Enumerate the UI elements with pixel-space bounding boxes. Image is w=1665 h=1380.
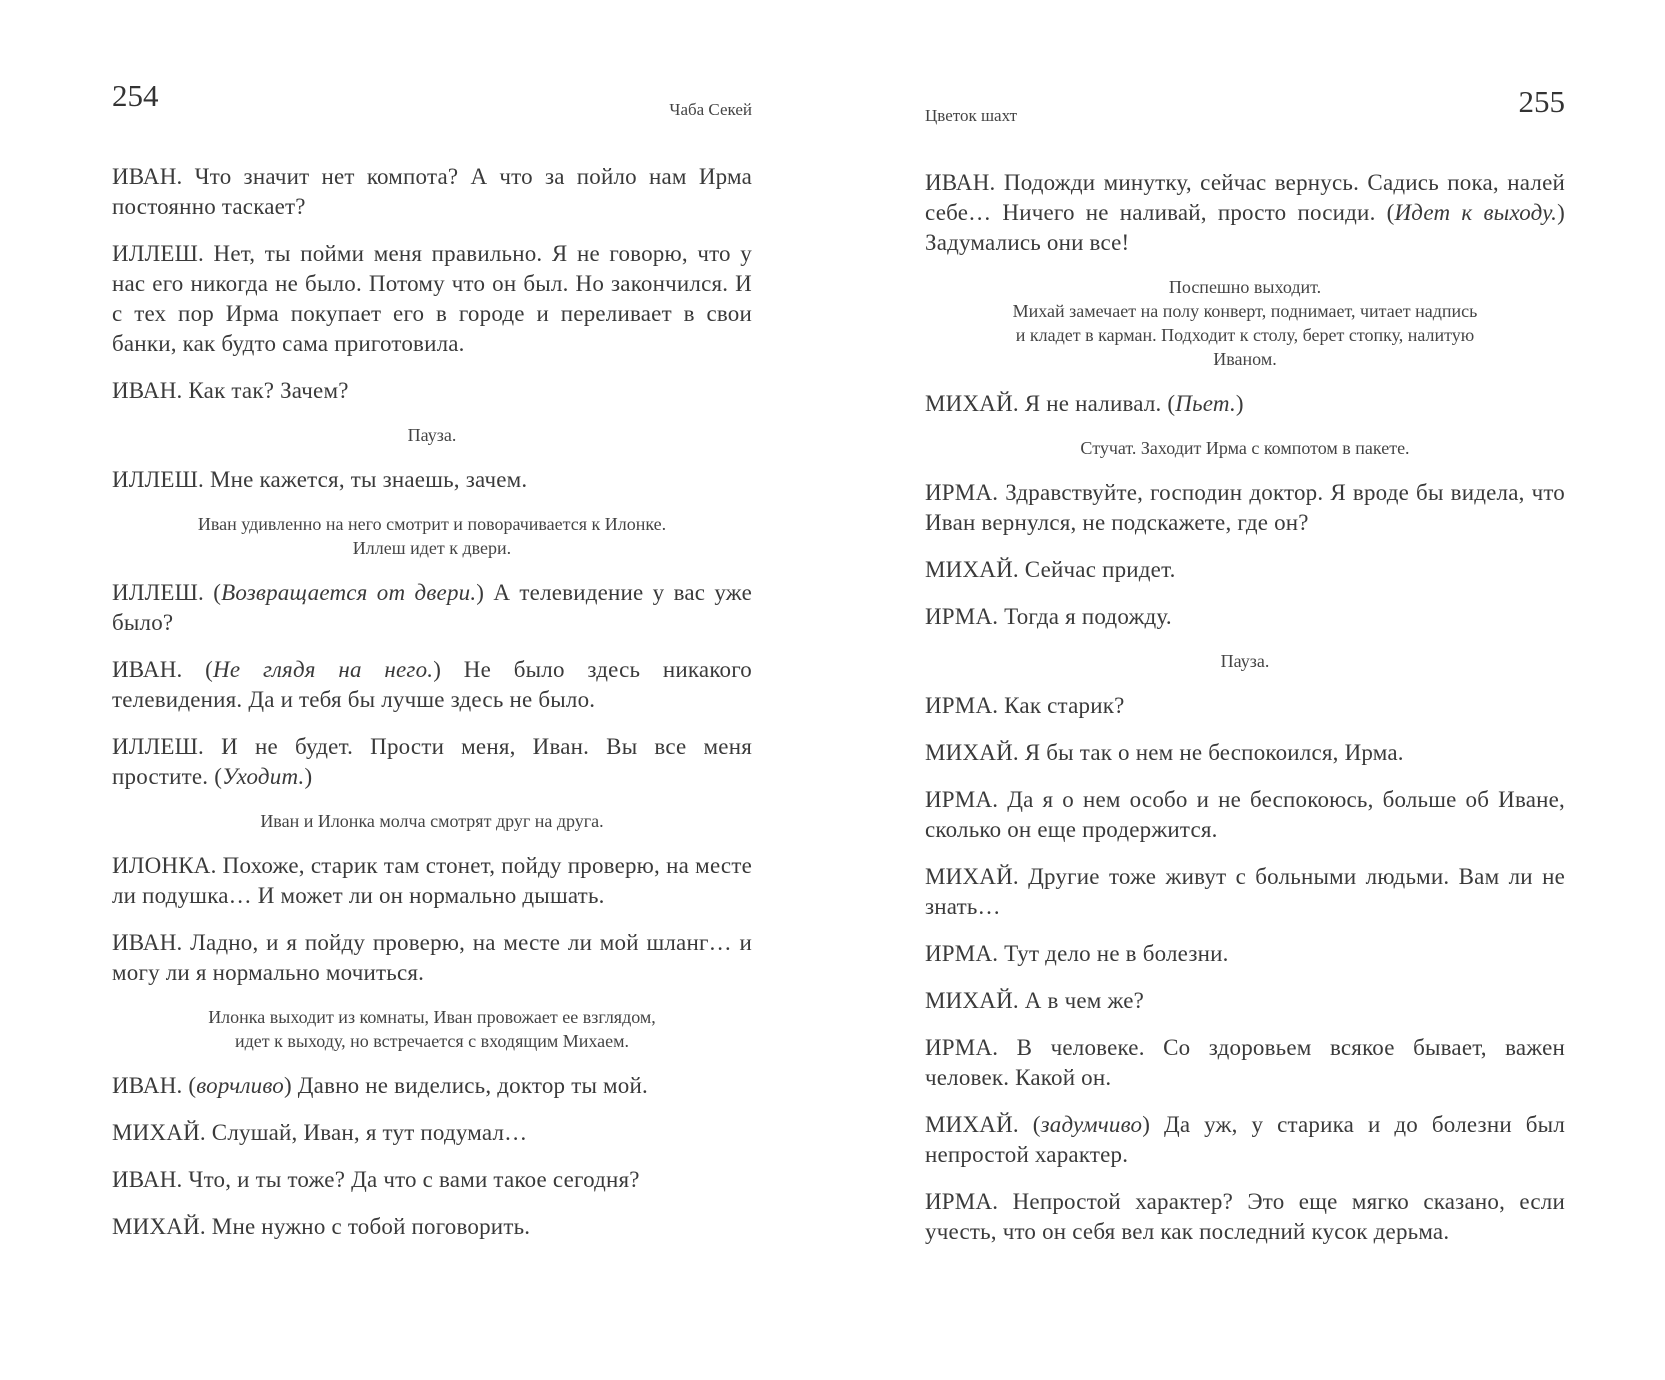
right-page-text [925, 168, 1565, 1247]
speech-text: ) А телевидение у вас уже было? [112, 580, 753, 635]
speech-text: Похоже, старик там стонет, пойду проверю, на месте ли подушка… И может ли он нормально дышать. [112, 853, 752, 908]
stage-direction-line: Пауза. [1220, 651, 1270, 671]
speech-line [112, 655, 752, 715]
speech-line [112, 162, 752, 222]
speech-text: ) Задумались они все! [925, 200, 1565, 255]
speech-text: Мне кажется, ты знаешь, зачем. [204, 467, 528, 492]
speaker-name: ИВАН. [925, 170, 996, 195]
speaker-name: ИВАН. [112, 164, 183, 189]
speaker-name: ИРМА. [925, 941, 999, 966]
speech-line [925, 986, 1565, 1016]
inline-stage-direction: Возвращается от двери. [221, 580, 477, 605]
left-page [0, 0, 830, 1380]
speech-line [925, 1033, 1565, 1093]
stage-direction [925, 275, 1565, 371]
speech-line [925, 1187, 1565, 1247]
speaker-name: ИРМА. [925, 480, 999, 505]
stage-direction [112, 512, 752, 560]
speech-text: Что, и ты тоже? Да что с вами такое сегодня? [182, 1167, 640, 1192]
speaker-name: МИХАЙ. [112, 1120, 206, 1145]
speech-text: Слушай, Иван, я тут подумал… [205, 1120, 528, 1145]
speech-line [925, 785, 1565, 845]
stage-direction-line: Илонка выходит из комнаты, Иван провожает ее взглядом, [208, 1007, 656, 1027]
speech-text: ) Да уж, у старика и до болезни был непростой характер. [925, 1112, 1565, 1167]
speaker-name: МИХАЙ. [925, 864, 1019, 889]
speech-text: Тут дело не в болезни. [998, 941, 1229, 966]
speech-line [112, 1118, 752, 1148]
speech-text: Здравствуйте, господин доктор. Я вроде бы видела, что Иван вернулся, не подскажете, где он? [925, 480, 1565, 535]
stage-direction [112, 809, 752, 833]
stage-direction-line: Пауза. [407, 425, 457, 445]
speech-text: ( [204, 580, 222, 605]
speech-line [925, 1110, 1565, 1170]
stage-direction [112, 1005, 752, 1053]
speaker-name: ИРМА. [925, 1035, 999, 1060]
speech-line [112, 578, 752, 638]
inline-stage-direction: Пьет. [1175, 391, 1236, 416]
speaker-name: ИРМА. [925, 693, 999, 718]
speech-text: ) [304, 764, 313, 789]
speech-line [925, 738, 1565, 768]
right-page [830, 0, 1665, 1380]
speech-line [925, 602, 1565, 632]
play-title-header: Цветок шахт [925, 106, 1018, 125]
speech-text: В человеке. Со здоровьем всякое бывает, важен человек. Какой он. [925, 1035, 1565, 1090]
stage-direction-line: Иван и Илонка молча смотрят друг на друга. [260, 811, 604, 831]
speaker-name: ИВАН. [112, 930, 183, 955]
speech-text: Мне нужно с тобой поговорить. [205, 1214, 531, 1239]
stage-direction [112, 423, 752, 447]
speech-line [925, 939, 1565, 969]
stage-direction-line: Иваном. [1213, 349, 1277, 369]
speech-text: Я не наливал. ( [1018, 391, 1176, 416]
left-page-text [112, 162, 752, 1242]
speech-text: ) Давно не виделись, доктор ты мой. [283, 1073, 648, 1098]
stage-direction-line: Иллеш идет к двери. [352, 538, 512, 558]
speaker-name: ИРМА. [925, 1189, 999, 1214]
speaker-name: ИЛЛЕШ. [112, 580, 205, 605]
stage-direction-line: Поспешно выходит. [1168, 277, 1322, 297]
stage-direction-line: Иван удивленно на него смотрит и поворачивается к Илонке. [197, 514, 667, 534]
speaker-name: ИЛЛЕШ. [112, 467, 205, 492]
speech-text: А в чем же? [1018, 988, 1145, 1013]
speech-line [925, 478, 1565, 538]
speaker-name: ИВАН. [112, 657, 183, 682]
stage-direction [925, 649, 1565, 673]
speaker-name: МИХАЙ. [925, 1112, 1019, 1137]
speech-line [925, 555, 1565, 585]
speech-line [925, 168, 1565, 258]
speech-text: ( [182, 1073, 197, 1098]
inline-stage-direction: Идет к выходу. [1394, 200, 1558, 225]
speech-text: Что значит нет компота? А что за пойло нам Ирма постоянно таскает? [112, 164, 752, 219]
inline-stage-direction: Уходит. [222, 764, 305, 789]
speaker-name: ИЛЛЕШ. [112, 241, 205, 266]
speech-text: Непростой характер? Это еще мягко сказано, если учесть, что он себя вел как последний кусок дерьма. [925, 1189, 1565, 1244]
stage-direction-line: Стучат. Заходит Ирма с компотом в пакете. [1080, 438, 1410, 458]
speech-line [112, 1071, 752, 1101]
stage-direction-line: идет к выходу, но встречается с входящим Михаем. [234, 1031, 630, 1051]
speaker-name: ИЛЛЕШ. [112, 734, 205, 759]
speech-line [112, 1165, 752, 1195]
left-running-head [112, 78, 752, 148]
author-header: Чаба Секей [669, 100, 752, 119]
stage-direction-line: Михай замечает на полу конверт, поднимает, читает надпись [1012, 301, 1478, 321]
speech-text: Подожди минутку, сейчас вернусь. Садись пока, налей себе… Ничего не наливай, просто посиди. ( [925, 170, 1565, 225]
speaker-name: ИВАН. [112, 1073, 183, 1098]
speech-text: Тогда я подожду. [998, 604, 1172, 629]
speaker-name: МИХАЙ. [925, 988, 1019, 1013]
page-number-right: 255 [1518, 84, 1565, 119]
speaker-name: МИХАЙ. [925, 557, 1019, 582]
speech-text: И не будет. Прости меня, Иван. Вы все меня простите. ( [112, 734, 752, 789]
speech-text: ) Не было здесь никакого телевидения. Да и тебя бы лучше здесь не было. [112, 657, 753, 712]
inline-stage-direction: задумчиво [1040, 1112, 1143, 1137]
speaker-name: ИЛОНКА. [112, 853, 217, 878]
speech-text: Я бы так о нем не беспокоился, Ирма. [1018, 740, 1404, 765]
right-running-head [925, 84, 1565, 154]
stage-direction [925, 436, 1565, 460]
speech-text: ( [1018, 1112, 1041, 1137]
speech-text: Как так? Зачем? [182, 378, 349, 403]
speaker-name: ИРМА. [925, 604, 999, 629]
speech-line [112, 465, 752, 495]
speech-line [925, 691, 1565, 721]
speech-line [112, 376, 752, 406]
speech-text: Да я о нем особо и не беспокоюсь, больше об Иване, сколько он еще продержится. [925, 787, 1565, 842]
speech-line [112, 1212, 752, 1242]
speech-line [112, 928, 752, 988]
speech-text: ( [182, 657, 214, 682]
speaker-name: МИХАЙ. [112, 1214, 206, 1239]
speech-line [112, 851, 752, 911]
page-number-left: 254 [112, 78, 159, 113]
speaker-name: ИВАН. [112, 378, 183, 403]
speech-text: ) [1235, 391, 1244, 416]
stage-direction-line: и кладет в карман. Подходит к столу, берет стопку, налитую [1015, 325, 1475, 345]
speech-text: Как старик? [998, 693, 1125, 718]
speech-line [112, 732, 752, 792]
speech-line [112, 239, 752, 359]
inline-stage-direction: ворчливо [196, 1073, 284, 1098]
speech-text: Ладно, и я пойду проверю, на месте ли мой шланг… и могу ли я нормально мочиться. [112, 930, 752, 985]
speaker-name: ИРМА. [925, 787, 999, 812]
speech-line [925, 862, 1565, 922]
speech-line [925, 389, 1565, 419]
speaker-name: ИВАН. [112, 1167, 183, 1192]
speaker-name: МИХАЙ. [925, 391, 1019, 416]
speaker-name: МИХАЙ. [925, 740, 1019, 765]
speech-text: Другие тоже живут с больными людьми. Вам ли не знать… [925, 864, 1565, 919]
speech-text: Сейчас придет. [1018, 557, 1176, 582]
inline-stage-direction: Не глядя на него. [213, 657, 434, 682]
speech-text: Нет, ты пойми меня правильно. Я не говорю, что у нас его никогда не было. Потому что он был. Но закончился. И с тех пор Ирма покупает его в городе и переливает в свои банки, как будто сама приготовила. [112, 241, 752, 356]
